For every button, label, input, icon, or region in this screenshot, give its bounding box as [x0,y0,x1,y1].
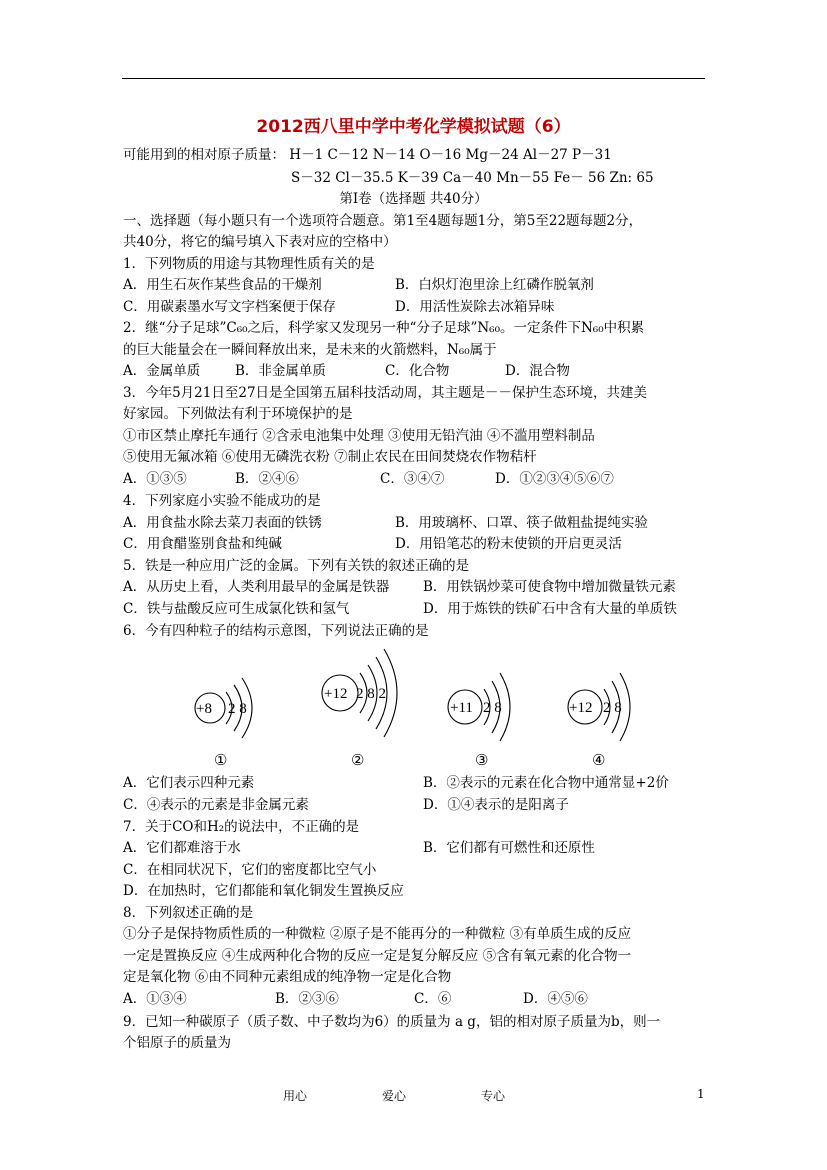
q1-option-a: A．用生石灰作某些食品的干燥剂 [123,277,322,293]
atom-4-label: ④ [592,753,606,769]
atom-1-nucleus-charge: +8 [196,701,212,717]
q2-stem-line-1: 2．继“分子足球”C₆₀之后，科学家又发现另一种“分子足球”N₆₀。一定条件下N₆₀中积累 [123,320,645,336]
atom-3-electrons: 2 8 [483,700,502,716]
q2-option-d: D．混合物 [505,363,570,379]
q8-option-c: C．⑥ [414,991,452,1007]
footer-text-1: 用心 [283,1089,308,1103]
q2-option-a: A．金属单质 [123,363,201,379]
q7-option-d: D．在加热时，它们都能和氧化铜发生置换反应 [123,883,404,899]
atom-3-label: ③ [475,753,489,769]
atom-4-nucleus-charge: +12 [569,700,593,716]
footer-text-2: 爱心 [382,1089,407,1103]
q8-items-line-2: 一定是置换反应 ④生成两种化合物的反应一定是复分解反应 ⑤含有氧元素的化合物一 [123,948,632,964]
footer-text-3: 专心 [481,1089,506,1103]
atomic-masses-line-2: S－32 Cl－35.5 K－39 Ca－40 Mn－55 Fe－ 56 Zn: 65 [291,170,654,186]
q6-option-c: C．④表示的元素是非金属元素 [123,797,309,813]
q1-stem: 1．下列物质的用途与其物理性质有关的是 [123,256,375,272]
q9-stem-line-2: 个铝原子的质量为 [123,1035,231,1051]
q5-option-a: A．从历史上看，人类利用最早的金属是铁器 [123,579,390,595]
q5-option-b: B．用铁锅炒菜可使食物中增加微量铁元素 [423,579,676,595]
q3-option-a: A．①③⑤ [123,471,187,487]
q8-option-d: D．④⑤⑥ [523,991,588,1007]
q1-option-d: D．用活性炭除去冰箱异味 [395,299,555,315]
q8-option-a: A．①③④ [123,991,187,1007]
q4-option-d: D．用铅笔芯的粉末使锁的开启更灵活 [395,536,622,552]
q7-option-b: B．它们都有可燃性和还原性 [423,840,595,856]
atom-2-nucleus-charge: +12 [324,686,348,702]
q2-option-c: C．化合物 [385,363,450,379]
q7-option-a: A．它们都难溶于水 [123,840,241,856]
q4-option-a: A．用食盐水除去菜刀表面的铁锈 [123,515,322,531]
atomic-masses-line-1: 可能用到的相对原子质量： H－1 C－12 N－14 O－16 Mg－24 Al－27 P－31 [123,147,612,163]
q1-option-c: C．用碳素墨水写文字档案便于保存 [123,299,336,315]
q2-option-b: B．非金属单质 [235,363,326,379]
atom-1-electrons: 2 8 [228,701,247,717]
q8-option-b: B．②③⑥ [275,991,339,1007]
atom-2-electrons: 2 8 2 [356,686,386,702]
q3-items-line-1: ①市区禁止摩托车通行 ②含汞电池集中处理 ③使用无铅汽油 ④不滥用塑料制品 [123,428,595,444]
atom-4-electrons: 2 8 [603,700,622,716]
q3-option-d: D．①②③④⑤⑥⑦ [495,471,614,487]
q7-option-c: C．在相同状况下，它们的密度都比空气小 [123,862,377,878]
q5-option-d: D．用于炼铁的铁矿石中含有大量的单质铁 [423,601,677,617]
q7-stem: 7．关于CO和H₂的说法中，不正确的是 [123,819,360,835]
q6-option-a: A．它们表示四种元素 [123,775,255,791]
q4-stem: 4．下列家庭小实验不能成功的是 [123,493,321,509]
section-heading: 第Ⅰ卷（选择题 共40分） [339,191,488,207]
atom-2-label: ② [351,753,365,769]
page-number: 1 [697,1087,705,1101]
q8-items-line-1: ①分子是保持物质性质的一种微粒 ②原子是不能再分的一种微粒 ③有单质生成的反应 [123,926,632,942]
q4-option-c: C．用食醋鉴别食盐和纯碱 [123,536,282,552]
page-title: 2012西八里中学中考化学模拟试题（6） [256,117,571,137]
q5-option-c: C．铁与盐酸反应可生成氯化铁和氢气 [123,601,350,617]
q8-stem: 8．下列叙述正确的是 [123,905,254,921]
q6-option-b: B．②表示的元素在化合物中通常显+2价 [423,775,669,791]
atom-structure-diagrams [160,645,680,775]
header-rule [122,78,705,79]
q3-option-c: C．③④⑦ [380,471,445,487]
instructions-line-2: 共40分，将它的编号填入下表对应的空格中） [123,234,397,250]
q3-stem-line-2: 好家园。下列做法有利于环境保护的是 [123,406,353,422]
q1-option-b: B．白炽灯泡里涂上红磷作脱氧剂 [395,277,594,293]
atom-1-label: ① [214,753,228,769]
instructions-line-1: 一、选择题（每小题只有一个选项符合题意。第1至4题每题1分，第5至22题每题2分， [123,213,643,229]
q2-stem-line-2: 的巨大能量会在一瞬间释放出来，是未来的火箭燃料，N₆₀属于 [123,342,497,358]
q3-items-line-2: ⑤使用无氟冰箱 ⑥使用无磷洗衣粉 ⑦制止农民在田间焚烧农作物秸杆 [123,449,537,465]
q8-items-line-3: 定是氧化物 ⑥由不同种元素组成的纯净物一定是化合物 [123,969,452,985]
q5-stem: 5．铁是一种应用广泛的金属。下列有关铁的叙述正确的是 [123,558,470,574]
atom-3-nucleus-charge: +11 [450,700,473,716]
q3-stem-line-1: 3．今年5月21日至27日是全国第五届科技活动周，其主题是－－保护生态环境，共建美 [123,385,648,401]
q4-option-b: B．用玻璃杯、口罩、筷子做粗盐提纯实验 [395,515,648,531]
q9-stem-line-1: 9．已知一种碳原子（质子数、中子数均为6）的质量为 a g，铝的相对原子质量为b，则一 [123,1014,661,1030]
q6-stem: 6．今有四种粒子的结构示意图，下列说法正确的是 [123,623,429,639]
q3-option-b: B．②④⑥ [235,471,299,487]
q6-option-d: D．①④表示的是阳离子 [423,797,569,813]
